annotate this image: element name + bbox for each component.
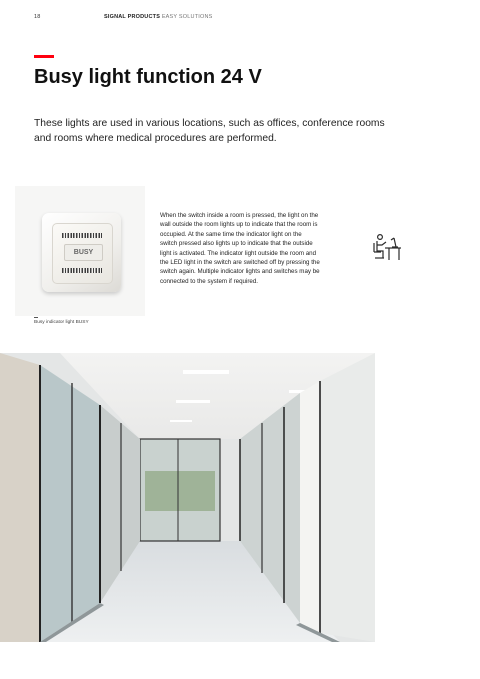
- busy-label: BUSY: [64, 244, 103, 261]
- person-at-desk-icon: [372, 232, 402, 262]
- caption-dash: [34, 317, 38, 318]
- busy-indicator-lens: [52, 223, 113, 284]
- section-title: [104, 14, 213, 20]
- accent-bar: [34, 55, 54, 58]
- body-paragraph: When the switch inside a room is pressed, the light on the wall outside the room lights up to indicate that the room is occupied. At the same time the indicator light on the switch pressed also lights up to indicate that the outside light is activated. The indicator light outside the room and the LED light in the switch are switched off by pressing the switch again. Multiple indicator lights and switches may be connected to the system if required.: [160, 212, 320, 285]
- product-caption: Busy indicator light BUSY: [34, 320, 89, 325]
- led-strip-top: [62, 233, 102, 238]
- office-corridor-photo: [0, 353, 375, 642]
- page-title: Busy light function 24 V: [34, 66, 262, 88]
- intro-paragraph: These lights are used in various locations, such as offices, conference rooms and rooms where medical procedures are performed.: [34, 118, 385, 144]
- section-title-bold: SIGNAL PRODUCTS: [104, 14, 161, 20]
- page-number: 18: [34, 14, 41, 20]
- section-title-light: EASY SOLUTIONS: [161, 14, 213, 20]
- led-strip-bottom: [62, 268, 102, 273]
